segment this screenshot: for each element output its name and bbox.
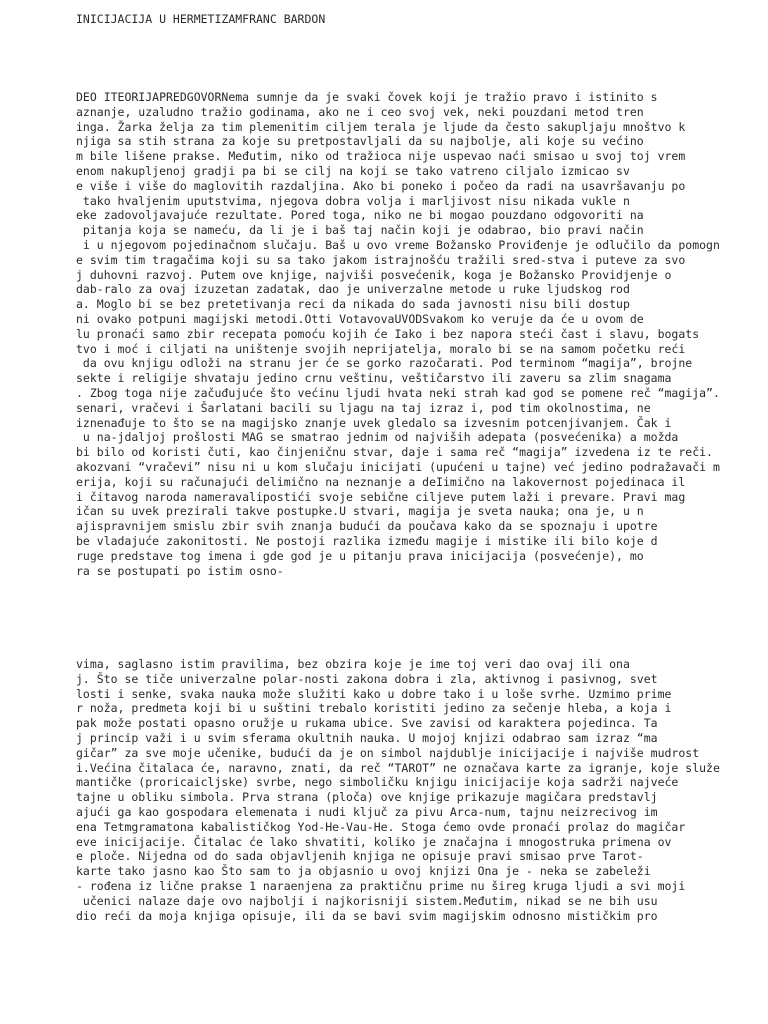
text-line: i čitavog naroda nameravalipostići svoje sebične ciljeve putem laži i prevare. Pravi mag xyxy=(76,489,686,504)
text-line: akozvani “vračevi” nisu ni u kom slučaju inicijati (upućeni u tajne) već jedino podražavači m xyxy=(76,459,720,474)
text-line: karte tako jasno kao Što sam to ja objasnio u ovoj knjizi Ona je - neka se zabeleži xyxy=(76,864,651,879)
text-line: . Zbog toga nije začuđujuće što većinu ljudi hvata neki strah kad god se pomene reč “magija”. xyxy=(76,385,720,400)
text-line: j princip važi i u svim sferama okultnih nauka. U mojoj knjizi odabrao sam izraz “ma xyxy=(76,730,658,745)
text-line: inga. Žarka želja za tim plemenitim ciljem terala je ljude da često sakupljaju mnoštvo k xyxy=(76,119,686,134)
text-line: ajispravnijem smislu zbir svih znanja budući da poučava kako da se spoznaju i upotre xyxy=(76,519,658,534)
text-line: enom nakupljenoj gradji pa bi se cilj na koji se tako vatreno ciljalo izmicao sv xyxy=(76,163,630,178)
text-line: gičar” za sve moje učenike, budući da je on simbol najdublje inicijacije i najviše mudrost xyxy=(76,745,700,760)
text-line: vima, saglasno istim pravilima, bez obzira koje je ime toj veri dao ovaj ili ona xyxy=(76,657,630,671)
text-line: a. Moglo bi se bez pretetivanja reci da nikada do sada javnosti nisu bili dostup xyxy=(76,297,630,312)
text-line: lu pronaći samo zbir recepata pomoću kojih će Iako i bez napora steći čast i slavu, bogats xyxy=(76,326,700,341)
text-line: dab-ralo za ovaj izuzetan zadatak, dao je univerzalne metode u ruke ljudskog rod xyxy=(76,282,630,297)
text-line: j duhovni razvoj. Putem ove knjige, najviši posvećenik, koga je Božansko Providjenje o xyxy=(76,267,672,282)
text-line: pak može postati opasno oružje u rukama ubice. Sve zavisi od karaktera pojedinca. Ta xyxy=(76,716,658,731)
text-line: senari, vračevi i Šarlatani bacili su ljagu na taj izraz i, pod tim okolnostima, ne xyxy=(76,400,651,415)
text-line: - rođena iz lične prakse 1 naraenjena za praktičnu prime nu šireg kruga ljudi a svi moji xyxy=(76,878,686,893)
text-line: j. Što se tiče univerzalne polar-nosti zakona dobra i zla, aktivnog i pasivnog, svet xyxy=(76,671,658,686)
text-line: tvo i moć i ciljati na uništenje svojih neprijatelja, moralo bi se na samom početku reći xyxy=(76,341,686,356)
text-line: e svim tim tragačima koji su sa tako jakom istrajnošću tražili sred-stva i puteve za svo xyxy=(76,252,686,267)
text-line: eke zadovoljavajuće rezultate. Pored toga, niko ne bi mogao pouzdano odgovoriti na xyxy=(76,208,644,223)
text-line: losti i senke, svaka nauka može služiti kako u dobre tako i u loše svrhe. Uzmimo prime xyxy=(76,686,672,701)
text-line: pitanja koja se nameću, da li je i baš taj način koji je odabrao, bio pravi način xyxy=(76,223,644,238)
text-line: ni ovako potpuni magijski metodi.Otti VotavovaUVODSvakom ko veruje da će u ovom de xyxy=(76,311,644,326)
text-line: m bile lišene prakse. Međutim, niko od tražioca nije uspevao naći smisao u svoj toj vrem xyxy=(76,149,686,164)
text-line: i u njegovom pojedinačnom slučaju. Baš u ovo vreme Božansko Proviđenje je odlučilo da pomogn xyxy=(76,237,720,252)
text-line: dio reći da moja knjiga opisuje, ili da se bavi svim magijskim odnosno mističkim pro xyxy=(76,908,658,923)
text-line: iznenađuje to što se na magijsko znanje uvek gledalo sa izvesnim potcenjivanjem. Čak i xyxy=(76,415,672,430)
text-line: ičan su uvek prezirali takve postupke.U stvari, magija je sveta nauka; ona je, u n xyxy=(76,504,644,519)
text-line: tajne u obliku simbola. Prva strana (ploča) ove knjige prikazuje magičara predstavlj xyxy=(76,790,658,805)
text-line: ruge predstave tog imena i gde god je u pitanju prava inicijacija (posvećenje), mo xyxy=(76,548,644,563)
text-line: sekte i religije shvataju jedino crnu veštinu, veštičarstvo ili zaveru sa zlim snagama xyxy=(76,371,672,386)
text-line: bi bilo od koristi čuti, kao činjeničnu stvar, daje i sama reč “magija” izvedena iz te reči. xyxy=(76,445,713,460)
text-line: ena Tetmgramatona kabalističkog Yod-He-Vau-He. Stoga ćemo ovde pronaći prolaz do magičar xyxy=(76,819,686,834)
text-line: ajući ga kao gospodara elemenata i nudi ključ za pivu Arca-num, tajnu neizrecivog im xyxy=(76,804,658,819)
text-line: mantičke (proricaicljske) svrbe, nego simboličku knjigu inicijacije koja sadrži najveće xyxy=(76,775,679,790)
text-block-2 xyxy=(76,657,766,923)
text-line: aznanje, uzaludno tražio godinama, ako ne i ceo svoj vek, neki pouzdani metod tren xyxy=(76,104,644,119)
text-line: tako hvaljenim uputstvima, njegova dobra volja i marljivost nisu nikada vukle n xyxy=(76,193,630,208)
text-line: i.Većina čitalaca će, naravno, znati, da reč “TAROT” ne označava karte za igranje, koje služe xyxy=(76,760,720,775)
document-title: INICIJACIJA U HERMETIZAMFRANC BARDON xyxy=(76,12,326,26)
text-line: učenici nalaze daje ovo najbolji i najkorisniji sistem.Međutim, nikad se ne bih usu xyxy=(76,893,658,908)
text-line: e više i više do maglovitih razdaljina. Ako bi poneko i počeo da radi na usavršavanju po xyxy=(76,178,686,193)
text-line: e ploče. Nijedna od do sada objavljenih knjiga ne opisuje pravi smisao prve Tarot- xyxy=(76,849,644,864)
text-line: erija, koji su računajući delimično na neznanje a deIimično na lakovernost pojedinaca il xyxy=(76,474,686,489)
text-line: r noža, predmeta koji bi u suštini trebalo koristiti jedino za sečenje hleba, a koja i xyxy=(76,701,672,716)
text-line: da ovu knjigu odloži na stranu jer će se gorko razočarati. Pod terminom “magija”, brojne xyxy=(76,356,693,371)
text-line: be vladajuće zakonitosti. Ne postoji razlika između magije i mistike ili bilo koje d xyxy=(76,533,658,548)
text-line: ra se postupati po istim osno- xyxy=(76,563,284,578)
text-line: eve inicijacije. Čitalac će lako shvatiti, koliko je značajna i mnogostruka primena ov xyxy=(76,834,672,849)
text-line: DEO ITEORIJAPREDGOVORNema sumnje da je svaki čovek koji je tražio pravo i istinito s xyxy=(76,90,658,104)
text-block-1 xyxy=(76,90,766,578)
text-line: njiga sa stih strana za koje su pretpostavljali da su najbolje, ali koje su većino xyxy=(76,134,644,149)
text-line: u na-jdaljoj prošlosti MAG se smatrao jednim od najviših adepata (posvećenika) a možda xyxy=(76,430,679,445)
